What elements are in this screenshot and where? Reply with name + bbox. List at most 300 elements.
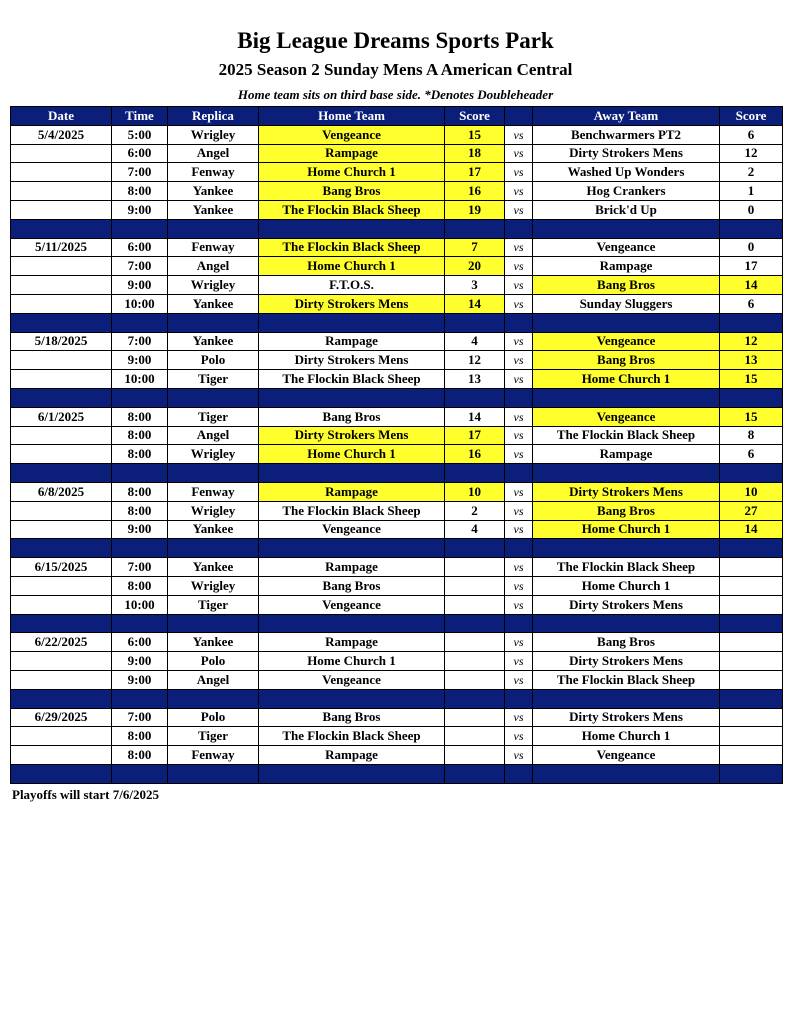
time-cell: 7:00: [112, 558, 168, 577]
away-score-cell: [720, 595, 783, 614]
away-team-cell: Vengeance: [533, 407, 720, 426]
away-score-cell: 14: [720, 276, 783, 295]
vs-cell: vs: [505, 426, 533, 445]
date-cell: 6/22/2025: [11, 633, 112, 652]
time-cell: 7:00: [112, 708, 168, 727]
away-score-cell: 15: [720, 407, 783, 426]
separator-cell: [168, 764, 259, 783]
separator-cell: [533, 388, 720, 407]
separator-cell: [112, 539, 168, 558]
separator-cell: [445, 614, 505, 633]
home-team-cell: The Flockin Black Sheep: [259, 370, 445, 389]
vs-cell: vs: [505, 670, 533, 689]
away-score-cell: 0: [720, 238, 783, 257]
away-score-cell: 6: [720, 294, 783, 313]
replica-cell: Wrigley: [168, 576, 259, 595]
col-header-away-score: Score: [720, 107, 783, 126]
away-team-cell: Vengeance: [533, 238, 720, 257]
home-team-cell: The Flockin Black Sheep: [259, 501, 445, 520]
home-team-cell: Rampage: [259, 144, 445, 163]
time-cell: 7:00: [112, 163, 168, 182]
separator-cell: [112, 614, 168, 633]
separator-cell: [720, 539, 783, 558]
separator-cell: [168, 614, 259, 633]
vs-cell: vs: [505, 200, 533, 219]
home-score-cell: 4: [445, 332, 505, 351]
replica-cell: Wrigley: [168, 445, 259, 464]
home-score-cell: 14: [445, 407, 505, 426]
replica-cell: Fenway: [168, 746, 259, 765]
table-row: [11, 182, 783, 201]
separator-cell: [112, 464, 168, 483]
table-row: [11, 445, 783, 464]
replica-cell: Yankee: [168, 520, 259, 539]
time-cell: 9:00: [112, 351, 168, 370]
home-score-cell: 19: [445, 200, 505, 219]
table-row: [11, 370, 783, 389]
time-cell: 9:00: [112, 276, 168, 295]
home-score-cell: 20: [445, 257, 505, 276]
separator-cell: [720, 689, 783, 708]
home-score-cell: [445, 652, 505, 671]
vs-cell: vs: [505, 144, 533, 163]
schedule-table: [10, 106, 783, 784]
time-cell: 9:00: [112, 520, 168, 539]
separator-cell: [259, 388, 445, 407]
date-cell: [11, 351, 112, 370]
table-row: [11, 200, 783, 219]
home-team-cell: The Flockin Black Sheep: [259, 200, 445, 219]
home-team-cell: Home Church 1: [259, 257, 445, 276]
separator-cell: [259, 313, 445, 332]
away-score-cell: 14: [720, 520, 783, 539]
home-score-cell: 17: [445, 426, 505, 445]
table-row: [11, 276, 783, 295]
table-row: [11, 708, 783, 727]
vs-cell: vs: [505, 370, 533, 389]
time-cell: 8:00: [112, 445, 168, 464]
home-team-cell: Vengeance: [259, 595, 445, 614]
separator-cell: [505, 464, 533, 483]
table-row: [11, 727, 783, 746]
time-cell: 10:00: [112, 294, 168, 313]
replica-cell: Yankee: [168, 332, 259, 351]
vs-cell: vs: [505, 276, 533, 295]
time-cell: 9:00: [112, 200, 168, 219]
separator-cell: [112, 764, 168, 783]
away-team-cell: The Flockin Black Sheep: [533, 670, 720, 689]
time-cell: 6:00: [112, 633, 168, 652]
replica-cell: Polo: [168, 351, 259, 370]
replica-cell: Wrigley: [168, 501, 259, 520]
home-team-cell: Dirty Strokers Mens: [259, 426, 445, 445]
separator-cell: [533, 539, 720, 558]
separator-cell: [11, 764, 112, 783]
home-team-cell: Bang Bros: [259, 182, 445, 201]
away-score-cell: [720, 633, 783, 652]
vs-cell: vs: [505, 558, 533, 577]
away-team-cell: Dirty Strokers Mens: [533, 708, 720, 727]
separator-cell: [445, 539, 505, 558]
date-cell: 6/8/2025: [11, 482, 112, 501]
page-title: Big League Dreams Sports Park: [237, 28, 554, 53]
time-cell: 5:00: [112, 125, 168, 144]
replica-cell: Tiger: [168, 595, 259, 614]
date-cell: 5/4/2025: [11, 125, 112, 144]
home-team-cell: Bang Bros: [259, 576, 445, 595]
away-team-cell: Bang Bros: [533, 351, 720, 370]
separator-cell: [168, 219, 259, 238]
home-score-cell: 16: [445, 182, 505, 201]
week-separator-row: [11, 764, 783, 783]
date-cell: [11, 445, 112, 464]
home-team-cell: Dirty Strokers Mens: [259, 294, 445, 313]
time-cell: 8:00: [112, 407, 168, 426]
table-row: [11, 238, 783, 257]
home-team-cell: Dirty Strokers Mens: [259, 351, 445, 370]
replica-cell: Tiger: [168, 407, 259, 426]
home-score-cell: 4: [445, 520, 505, 539]
separator-cell: [11, 313, 112, 332]
vs-cell: vs: [505, 482, 533, 501]
separator-cell: [533, 464, 720, 483]
home-team-cell: Home Church 1: [259, 163, 445, 182]
date-cell: [11, 294, 112, 313]
replica-cell: Angel: [168, 144, 259, 163]
time-cell: 8:00: [112, 727, 168, 746]
home-score-cell: 3: [445, 276, 505, 295]
home-score-cell: 18: [445, 144, 505, 163]
away-team-cell: Home Church 1: [533, 370, 720, 389]
time-cell: 8:00: [112, 576, 168, 595]
vs-cell: vs: [505, 163, 533, 182]
replica-cell: Yankee: [168, 633, 259, 652]
col-header-home-team: Home Team: [259, 107, 445, 126]
home-score-cell: 10: [445, 482, 505, 501]
date-cell: [11, 163, 112, 182]
separator-cell: [112, 219, 168, 238]
home-team-cell: Vengeance: [259, 670, 445, 689]
date-cell: 6/29/2025: [11, 708, 112, 727]
time-cell: 8:00: [112, 746, 168, 765]
vs-cell: vs: [505, 257, 533, 276]
home-team-cell: Rampage: [259, 332, 445, 351]
away-score-cell: [720, 576, 783, 595]
date-cell: [11, 576, 112, 595]
separator-cell: [112, 313, 168, 332]
home-score-cell: [445, 670, 505, 689]
vs-cell: vs: [505, 708, 533, 727]
away-team-cell: The Flockin Black Sheep: [533, 426, 720, 445]
vs-cell: vs: [505, 125, 533, 144]
away-score-cell: 10: [720, 482, 783, 501]
replica-cell: Tiger: [168, 727, 259, 746]
date-cell: [11, 200, 112, 219]
table-row: [11, 163, 783, 182]
away-score-cell: 6: [720, 125, 783, 144]
home-score-cell: [445, 595, 505, 614]
replica-cell: Yankee: [168, 294, 259, 313]
away-team-cell: Brick'd Up: [533, 200, 720, 219]
vs-cell: vs: [505, 727, 533, 746]
away-team-cell: Dirty Strokers Mens: [533, 144, 720, 163]
home-score-cell: [445, 727, 505, 746]
vs-cell: vs: [505, 238, 533, 257]
away-team-cell: Bang Bros: [533, 276, 720, 295]
replica-cell: Polo: [168, 708, 259, 727]
separator-cell: [445, 764, 505, 783]
separator-cell: [112, 388, 168, 407]
home-score-cell: 16: [445, 445, 505, 464]
separator-cell: [11, 614, 112, 633]
away-team-cell: Dirty Strokers Mens: [533, 595, 720, 614]
separator-cell: [11, 539, 112, 558]
table-row: [11, 576, 783, 595]
away-team-cell: Washed Up Wonders: [533, 163, 720, 182]
separator-cell: [533, 219, 720, 238]
away-score-cell: 17: [720, 257, 783, 276]
replica-cell: Tiger: [168, 370, 259, 389]
separator-cell: [533, 764, 720, 783]
home-team-cell: The Flockin Black Sheep: [259, 727, 445, 746]
separator-cell: [505, 614, 533, 633]
separator-cell: [445, 689, 505, 708]
away-team-cell: Rampage: [533, 257, 720, 276]
away-score-cell: [720, 558, 783, 577]
away-score-cell: 12: [720, 332, 783, 351]
away-score-cell: [720, 746, 783, 765]
home-score-cell: 7: [445, 238, 505, 257]
home-team-cell: Rampage: [259, 558, 445, 577]
time-cell: 8:00: [112, 482, 168, 501]
vs-cell: vs: [505, 746, 533, 765]
table-row: [11, 294, 783, 313]
table-row: [11, 351, 783, 370]
separator-cell: [112, 689, 168, 708]
table-row: [11, 652, 783, 671]
replica-cell: Yankee: [168, 200, 259, 219]
replica-cell: Fenway: [168, 238, 259, 257]
home-score-cell: 15: [445, 125, 505, 144]
away-team-cell: Home Church 1: [533, 576, 720, 595]
away-score-cell: [720, 727, 783, 746]
week-separator-row: [11, 219, 783, 238]
separator-cell: [445, 464, 505, 483]
separator-cell: [259, 614, 445, 633]
separator-cell: [720, 313, 783, 332]
away-score-cell: 1: [720, 182, 783, 201]
time-cell: 8:00: [112, 182, 168, 201]
away-team-cell: Bang Bros: [533, 501, 720, 520]
date-cell: [11, 595, 112, 614]
home-team-cell: Rampage: [259, 633, 445, 652]
table-row: [11, 595, 783, 614]
home-score-cell: 2: [445, 501, 505, 520]
table-row: [11, 501, 783, 520]
table-row: [11, 144, 783, 163]
away-score-cell: 27: [720, 501, 783, 520]
home-score-cell: [445, 708, 505, 727]
playoffs-note: Playoffs will start 7/6/2025: [12, 787, 159, 802]
separator-cell: [259, 219, 445, 238]
table-row: [11, 482, 783, 501]
table-row: [11, 520, 783, 539]
home-team-cell: Vengeance: [259, 520, 445, 539]
time-cell: 9:00: [112, 670, 168, 689]
away-team-cell: Hog Crankers: [533, 182, 720, 201]
away-team-cell: Rampage: [533, 445, 720, 464]
table-row: [11, 633, 783, 652]
time-cell: 10:00: [112, 370, 168, 389]
separator-cell: [533, 313, 720, 332]
vs-cell: vs: [505, 445, 533, 464]
col-header-replica: Replica: [168, 107, 259, 126]
vs-cell: vs: [505, 182, 533, 201]
time-cell: 8:00: [112, 426, 168, 445]
date-cell: [11, 426, 112, 445]
home-team-cell: Rampage: [259, 482, 445, 501]
separator-cell: [168, 464, 259, 483]
separator-cell: [720, 764, 783, 783]
table-row: [11, 332, 783, 351]
vs-cell: vs: [505, 332, 533, 351]
time-cell: 10:00: [112, 595, 168, 614]
separator-cell: [505, 219, 533, 238]
vs-cell: vs: [505, 652, 533, 671]
time-cell: 6:00: [112, 144, 168, 163]
away-team-cell: Dirty Strokers Mens: [533, 482, 720, 501]
vs-cell: vs: [505, 407, 533, 426]
separator-cell: [259, 464, 445, 483]
home-score-cell: 17: [445, 163, 505, 182]
away-team-cell: Bang Bros: [533, 633, 720, 652]
away-score-cell: 6: [720, 445, 783, 464]
replica-cell: Fenway: [168, 163, 259, 182]
replica-cell: Yankee: [168, 182, 259, 201]
separator-cell: [168, 388, 259, 407]
separator-cell: [168, 539, 259, 558]
away-score-cell: 13: [720, 351, 783, 370]
home-team-cell: F.T.O.S.: [259, 276, 445, 295]
replica-cell: Wrigley: [168, 125, 259, 144]
week-separator-row: [11, 614, 783, 633]
away-team-cell: Home Church 1: [533, 520, 720, 539]
date-cell: [11, 182, 112, 201]
away-score-cell: 0: [720, 200, 783, 219]
time-cell: 7:00: [112, 332, 168, 351]
vs-cell: vs: [505, 351, 533, 370]
date-cell: [11, 370, 112, 389]
replica-cell: Yankee: [168, 558, 259, 577]
date-cell: [11, 520, 112, 539]
separator-cell: [445, 388, 505, 407]
vs-cell: vs: [505, 633, 533, 652]
away-score-cell: 2: [720, 163, 783, 182]
home-team-cell: Vengeance: [259, 125, 445, 144]
replica-cell: Angel: [168, 426, 259, 445]
col-header-time: Time: [112, 107, 168, 126]
separator-cell: [11, 689, 112, 708]
col-header-away-team: Away Team: [533, 107, 720, 126]
separator-cell: [720, 388, 783, 407]
home-score-cell: [445, 746, 505, 765]
separator-cell: [168, 313, 259, 332]
home-team-cell: Home Church 1: [259, 652, 445, 671]
home-team-cell: The Flockin Black Sheep: [259, 238, 445, 257]
page-subtitle: 2025 Season 2 Sunday Mens A American Central: [218, 60, 573, 79]
replica-cell: Angel: [168, 257, 259, 276]
date-cell: [11, 652, 112, 671]
away-team-cell: Dirty Strokers Mens: [533, 652, 720, 671]
home-score-cell: [445, 576, 505, 595]
vs-cell: vs: [505, 520, 533, 539]
date-cell: [11, 727, 112, 746]
replica-cell: Fenway: [168, 482, 259, 501]
replica-cell: Polo: [168, 652, 259, 671]
separator-cell: [505, 764, 533, 783]
separator-cell: [533, 689, 720, 708]
date-cell: 5/18/2025: [11, 332, 112, 351]
separator-cell: [259, 539, 445, 558]
date-cell: [11, 144, 112, 163]
separator-cell: [533, 614, 720, 633]
date-cell: [11, 276, 112, 295]
away-score-cell: [720, 708, 783, 727]
vs-cell: vs: [505, 501, 533, 520]
date-cell: 6/1/2025: [11, 407, 112, 426]
vs-cell: vs: [505, 595, 533, 614]
separator-cell: [11, 388, 112, 407]
separator-cell: [720, 464, 783, 483]
separator-cell: [505, 539, 533, 558]
home-score-cell: [445, 633, 505, 652]
week-separator-row: [11, 313, 783, 332]
time-cell: 9:00: [112, 652, 168, 671]
separator-cell: [259, 764, 445, 783]
separator-cell: [720, 614, 783, 633]
separator-cell: [445, 313, 505, 332]
replica-cell: Wrigley: [168, 276, 259, 295]
separator-cell: [445, 219, 505, 238]
date-cell: 5/11/2025: [11, 238, 112, 257]
vs-cell: vs: [505, 576, 533, 595]
home-team-cell: Bang Bros: [259, 407, 445, 426]
away-team-cell: Vengeance: [533, 746, 720, 765]
table-row: [11, 746, 783, 765]
separator-cell: [505, 313, 533, 332]
time-cell: 7:00: [112, 257, 168, 276]
separator-cell: [259, 689, 445, 708]
table-row: [11, 558, 783, 577]
week-separator-row: [11, 539, 783, 558]
home-team-cell: Home Church 1: [259, 445, 445, 464]
separator-cell: [11, 464, 112, 483]
away-team-cell: Sunday Sluggers: [533, 294, 720, 313]
separator-cell: [168, 689, 259, 708]
home-score-cell: 12: [445, 351, 505, 370]
date-cell: [11, 670, 112, 689]
table-header-row: [11, 107, 783, 126]
vs-cell: vs: [505, 294, 533, 313]
date-cell: [11, 257, 112, 276]
date-cell: [11, 746, 112, 765]
away-team-cell: Home Church 1: [533, 727, 720, 746]
time-cell: 6:00: [112, 238, 168, 257]
separator-cell: [505, 689, 533, 708]
col-header-home-score: Score: [445, 107, 505, 126]
away-team-cell: Benchwarmers PT2: [533, 125, 720, 144]
table-row: [11, 257, 783, 276]
